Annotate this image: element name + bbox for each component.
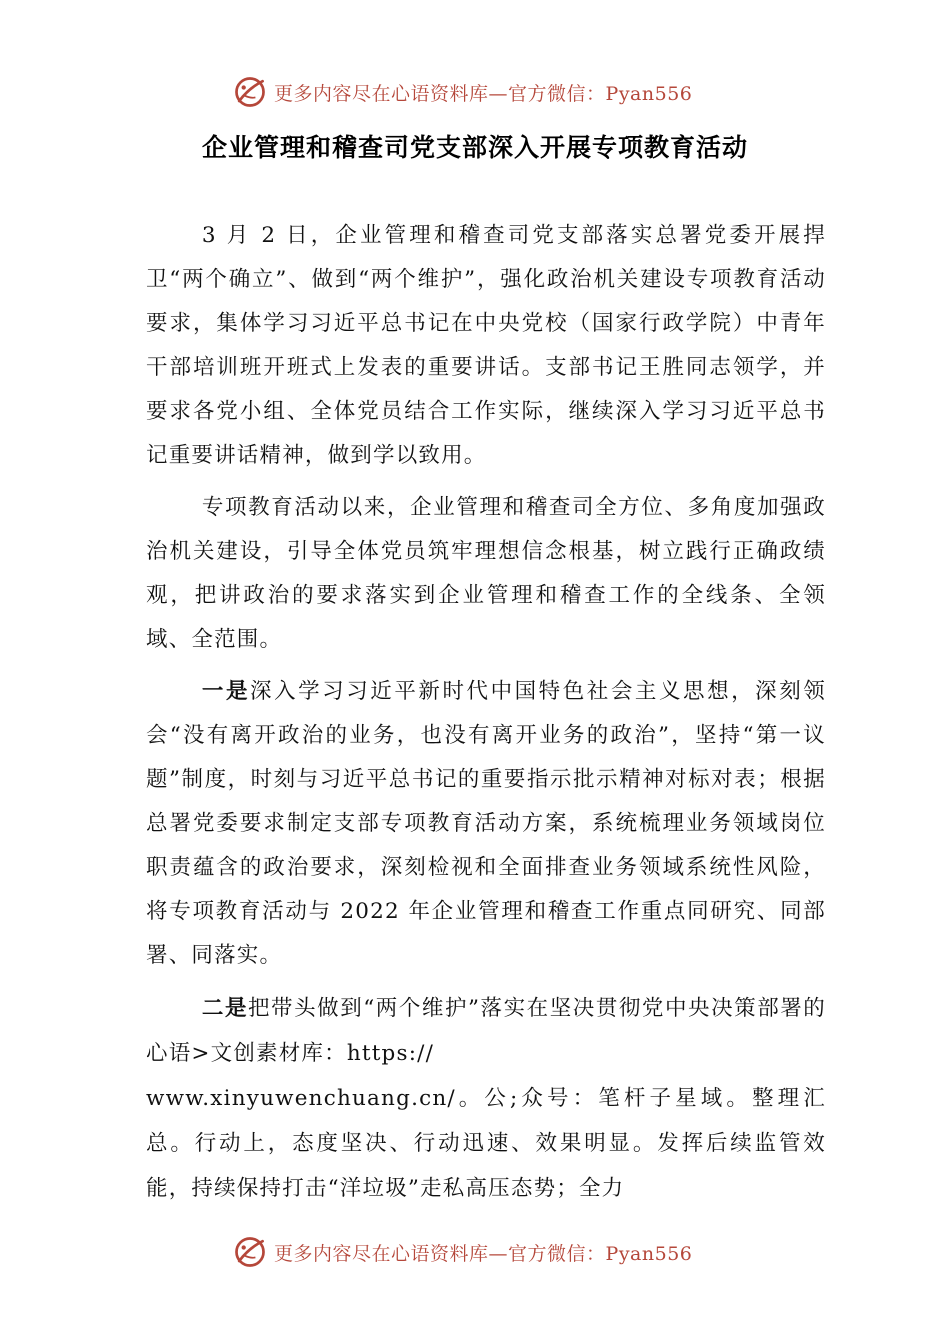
watermark-wechat-label: 官方微信：: [508, 82, 606, 105]
watermark-wechat-label: 官方微信：: [508, 1242, 606, 1265]
watermark-separator: —: [488, 82, 509, 105]
paragraph-1: 3 月 2 日，企业管理和稽查司党支部落实总署党委开展捍卫“两个确立”、做到“两个维护”，强化政治机关建设专项教育活动要求，集体学习习近平总书记在中央党校（国家行政学院）中青年干部培训班开班式上发表的重要讲话。支部书记王胜同志领学，并要求各党小组、全体党员结合工作实际，继续深入学习习近平总书记重要讲话精神，做到学以致用。: [146, 223, 826, 468]
watermark-wechat-id: Pyan556: [605, 1242, 693, 1265]
brand-logo-icon: [232, 74, 268, 110]
watermark-banner-top: [232, 72, 752, 112]
paragraph-4-lead: 二是: [201, 996, 248, 1021]
paragraph-4-text-a: 把带头做到“两个维护”落实在坚决贯彻党中央决策部署的心语>文创素材库：https://: [146, 996, 826, 1066]
watermark-banner-bottom: [232, 1232, 752, 1272]
watermark-wechat-id: Pyan556: [605, 82, 693, 105]
watermark-main-text: 更多内容尽在心语资料库: [274, 82, 489, 105]
watermark-text: [274, 1239, 692, 1266]
watermark-text: [274, 79, 692, 106]
paragraph-4-text-b: www.xinyuwenchuang.cn/。公;众号：笔杆子星域。整理汇总。行动上，态度坚决、行动迅速、效果明显。发挥后续监管效能，持续保持打击“洋垃圾”走私高压态势；全力: [146, 1086, 826, 1201]
document-title: 企业管理和稽查司党支部深入开展专项教育活动: [201, 133, 748, 162]
paragraph-3-lead: 一是: [201, 679, 251, 704]
paragraph-4: [146, 986, 826, 1211]
paragraph-3: [146, 670, 826, 978]
document-body: [146, 214, 826, 1211]
brand-logo-icon: [232, 1234, 268, 1270]
paragraph-3-text: 深入学习习近平新时代中国特色社会主义思想，深刻领会“没有离开政治的业务，也没有离开业务的政治”，坚持“第一议题”制度，时刻与习近平总书记的重要指示批示精神对标对表；根据总署党委要求制定支部专项教育活动方案，系统梳理业务领域岗位职责蕴含的政治要求，深刻检视和全面排查业务领域系统性风险，将专项教育活动与 2022 年企业管理和稽查工作重点同研究、同部署、同落实。: [146, 679, 826, 968]
watermark-main-text: 更多内容尽在心语资料库: [274, 1242, 489, 1265]
paragraph-2: 专项教育活动以来，企业管理和稽查司全方位、多角度加强政治机关建设，引导全体党员筑牢理想信念根基，树立践行正确政绩观，把讲政治的要求落实到企业管理和稽查工作的全线条、全领域、全范围。: [146, 495, 826, 652]
watermark-separator: —: [488, 1242, 509, 1265]
